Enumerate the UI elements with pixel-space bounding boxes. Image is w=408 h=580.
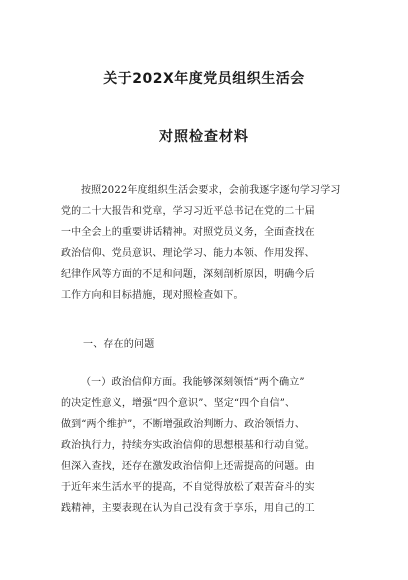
intro-line: 政治信仰、党员意识、理论学习、能力本领、作用发挥、 (61, 248, 315, 259)
intro-line: 纪律作风等方面的不足和问题，深刻剖析原因，明确今后 (61, 269, 315, 280)
intro-line: 按照2022年度组织生活会要求，会前我逐字逐句学习学习 (81, 185, 341, 196)
intro-paragraph (61, 180, 351, 306)
body-line: 做到“两个维护”，不断增强政治判断力、政治领悟力、 (61, 419, 305, 430)
body-line: 于近年来生活水平的提高，不自觉得放松了艰苦奋斗的实 (61, 482, 315, 493)
intro-line: 党的二十大报告和党章，学习习近平总书记在党的二十届 (61, 206, 315, 217)
intro-line: 一中全会上的重要讲话精神。对照党员义务，全面查找在 (61, 227, 315, 238)
body-line: 政治执行力，持续夯实政治信仰的思想根基和行动自觉。 (61, 440, 315, 451)
intro-line: 工作方向和目标措施，现对照检查如下。 (61, 290, 244, 301)
body-paragraph (61, 372, 351, 519)
body-line: 的决定性意义，增强“四个意识”、坚定“四个自信”、 (61, 398, 296, 409)
body-line: （一）政治信仰方面。我能够深刻领悟“两个确立” (81, 377, 305, 388)
document-subtitle: 对照检查材料 (159, 129, 249, 145)
body-line: 践精神，主要表现在认为自己没有贪于享乐，用自己的工 (61, 503, 315, 514)
document-title: 关于202X年度党员组织生活会 (103, 71, 305, 87)
body-line: 但深入查找，还存在激发政治信仰上还需提高的问题。由 (61, 461, 315, 472)
section-heading: 一、存在的问题 (83, 339, 155, 350)
